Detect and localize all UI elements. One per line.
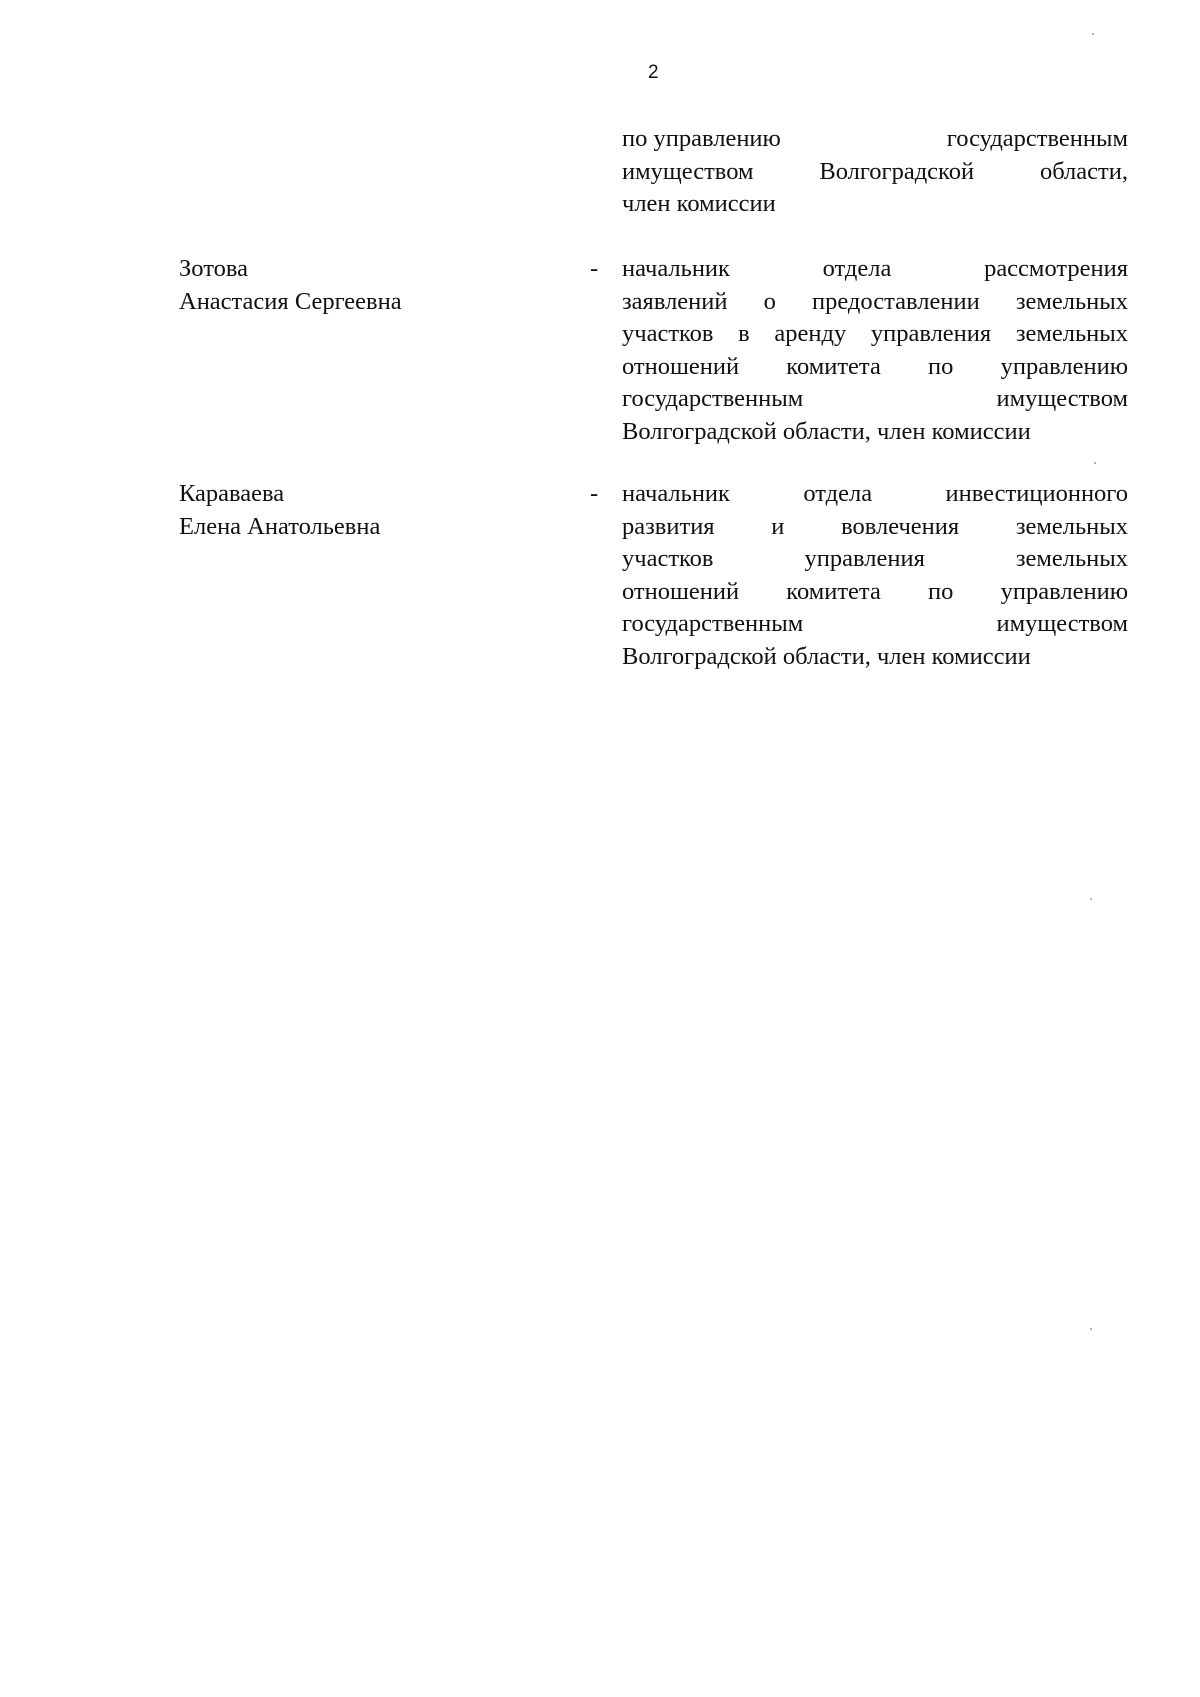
- description-line: [622, 543, 1128, 576]
- description-line: [622, 641, 1128, 674]
- description-line: [622, 608, 1128, 641]
- word: инвестиционного: [945, 480, 1128, 507]
- member-given-names: Елена Анатольевна: [179, 512, 381, 540]
- description-line: [622, 511, 1128, 544]
- continuation-description: [622, 123, 1128, 221]
- scan-speck: [1090, 1328, 1092, 1330]
- member-surname: Караваева: [179, 480, 285, 507]
- word: комитета: [786, 577, 881, 605]
- word: развития: [622, 512, 715, 540]
- word: области,: [1039, 157, 1128, 185]
- member-description: [622, 253, 1128, 448]
- word: по: [928, 577, 954, 605]
- word: управления: [804, 545, 925, 572]
- description-line: [622, 156, 1128, 189]
- word: начальник: [622, 480, 730, 507]
- word: член комиссии: [622, 190, 776, 217]
- description-line: [622, 478, 1128, 511]
- word: управлению: [1000, 352, 1128, 380]
- word: земельных: [1015, 320, 1128, 347]
- word: Волгоградской области, член комиссии: [622, 417, 1031, 445]
- word: аренду: [774, 320, 847, 347]
- word: имуществом: [996, 385, 1128, 412]
- word: отношений: [622, 577, 740, 605]
- word: имуществом: [622, 157, 754, 185]
- member-description: [622, 478, 1128, 673]
- word: государственным: [622, 385, 804, 412]
- description-line: [622, 123, 1128, 156]
- word: участков: [622, 320, 714, 347]
- scan-speck: [1094, 462, 1096, 464]
- word: комитета: [786, 352, 881, 380]
- description-line: [622, 351, 1128, 384]
- member-given-names: Анастасия Сергеевна: [179, 287, 402, 315]
- word: в: [738, 320, 750, 347]
- word: отдела: [803, 480, 873, 507]
- word: участков: [622, 545, 714, 572]
- word: государственным: [622, 610, 804, 637]
- description-line: [622, 286, 1128, 319]
- description-line: [622, 188, 1128, 221]
- separator-dash: -: [590, 480, 599, 507]
- word: по: [928, 352, 954, 380]
- word: земельных: [1015, 545, 1128, 572]
- member-name: [179, 253, 559, 318]
- word: рассмотрения: [984, 255, 1128, 282]
- word: земельных: [1015, 512, 1128, 540]
- scan-speck: [1090, 898, 1092, 900]
- word: начальник: [622, 255, 730, 282]
- word: управления: [870, 320, 992, 347]
- scan-speck: [1092, 33, 1094, 35]
- word: вовлечения: [841, 512, 960, 540]
- word: Волгоградской области, член комиссии: [622, 642, 1031, 670]
- description-line: [622, 576, 1128, 609]
- page-number: 2: [648, 62, 659, 83]
- word: и: [771, 512, 785, 540]
- member-name: [179, 478, 559, 543]
- description-line: [622, 253, 1128, 286]
- description-line: [622, 318, 1128, 351]
- word: отдела: [822, 255, 892, 282]
- separator-dash: -: [590, 255, 599, 282]
- word: о: [763, 287, 776, 315]
- word: заявлений: [622, 287, 728, 315]
- word: предоставлении: [812, 287, 980, 315]
- word: имуществом: [996, 610, 1128, 637]
- description-line: [622, 416, 1128, 449]
- description-line: [622, 383, 1128, 416]
- word: отношений: [622, 352, 740, 380]
- word: управлению: [1000, 577, 1128, 605]
- word: государственным: [946, 125, 1128, 152]
- word: Волгоградской: [819, 157, 975, 185]
- word: по управлению: [622, 125, 781, 152]
- member-surname: Зотова: [179, 255, 248, 282]
- word: земельных: [1015, 287, 1128, 315]
